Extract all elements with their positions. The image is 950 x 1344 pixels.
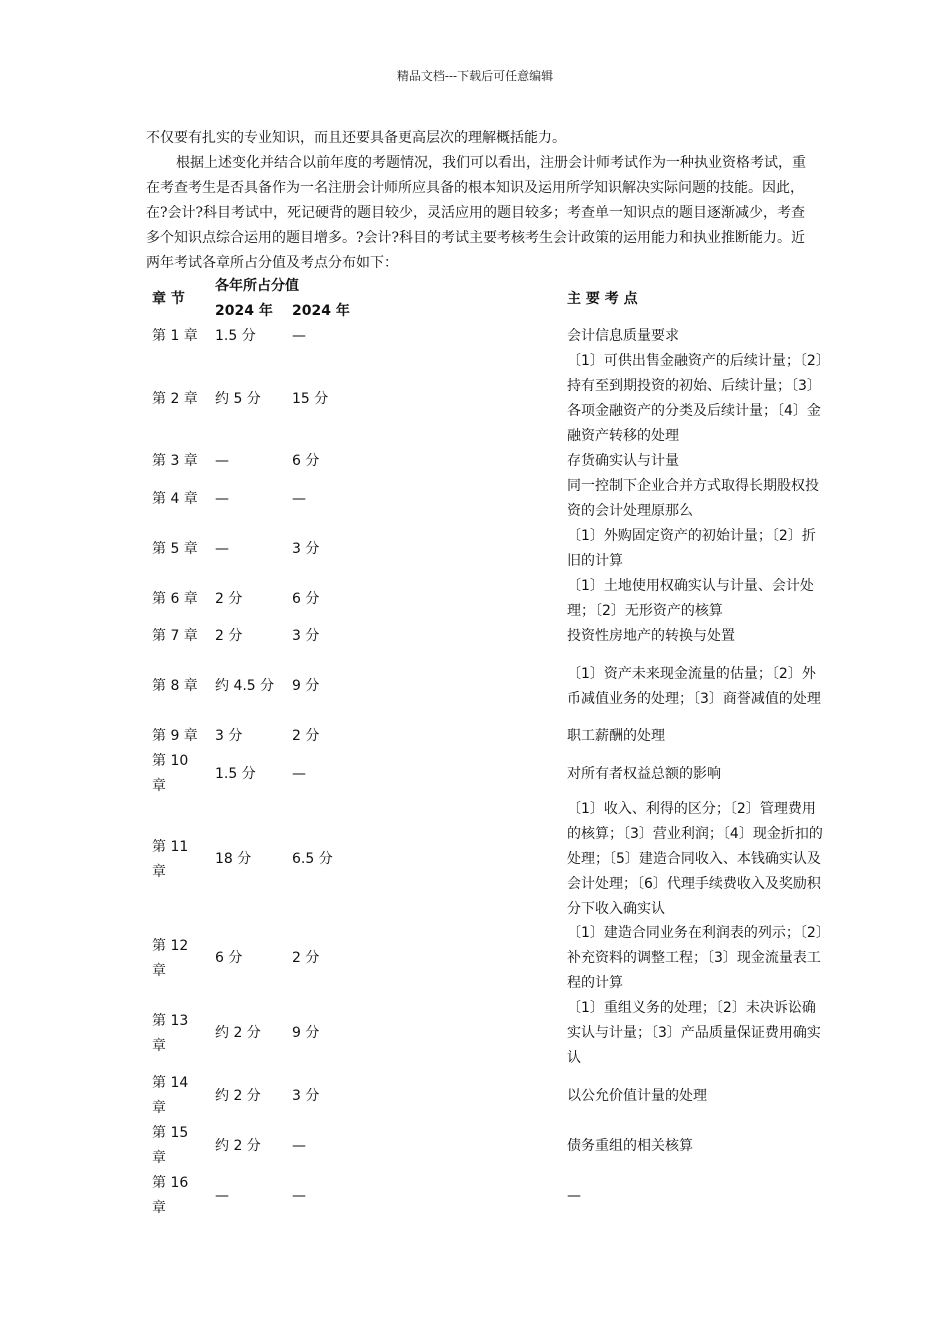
table-row [0,349,950,449]
score-year2-cell: 3 分 [292,540,320,557]
key-points-cell: 〔1〕收入、利得的区分；〔2〕管理费用的核算；〔3〕营业利润；〔4〕现金折扣的处理；〔5〕建造合同收入、本钱确实认及会计处理；〔6〕代理手续费收入及奖励积分下收入确实认 [567,801,823,917]
table-row [0,724,950,749]
chapter-cell: 第 13 章 [152,1012,189,1054]
score-year2-cell: 6 分 [292,590,320,607]
table-row [0,324,950,349]
paragraph-1: 不仅要有扎实的专业知识，而且还要具备更高层次的理解概括能力。 [146,130,566,146]
chapter-cell: 第 6 章 [152,590,198,607]
key-points-cell: 对所有者权益总额的影响 [567,765,721,782]
key-points-cell: 〔1〕建造合同业务在利润表的列示；〔2〕补充资料的调整工程；〔3〕现金流量表工程的计算 [567,925,823,991]
page-header: 精品文档---下载后可任意编辑 [396,69,554,83]
score-year2-cell: 9 分 [292,1025,320,1041]
score-year1-cell: 约 5 分 [215,390,261,407]
table-row [0,649,950,724]
key-points-cell: 同一控制下企业合并方式取得长期股权投资的会计处理原那么 [567,478,819,519]
key-points-cell: 〔1〕可供出售金融资产的后续计量；〔2〕持有至到期投资的初始、后续计量；〔3〕各项金融资产的分类及后续计量；〔4〕金融资产转移的处理 [567,353,823,444]
header-year-2: 2024 年 [292,303,350,319]
score-year2-cell: 2 分 [292,728,320,744]
score-year1-cell: 约 2 分 [215,1087,261,1104]
score-year1-cell: 3 分 [215,728,243,744]
chapter-cell: 第 7 章 [152,628,198,644]
score-year2-cell: 6 分 [292,453,320,469]
header-chapter: 章 节 [152,291,185,307]
score-year1-cell: 约 4.5 分 [215,678,275,694]
chapter-cell: 第 3 章 [152,453,198,469]
table-row [0,749,950,799]
score-year2-cell: 6.5 分 [292,851,333,867]
key-points-cell: — [567,1187,581,1204]
score-year2-cell: 3 分 [292,1087,320,1104]
key-points-cell: 会计信息质量要求 [567,328,679,344]
header-year-1: 2024 年 [215,303,273,319]
chapter-cell: 第 4 章 [152,490,198,507]
table-row [0,797,950,922]
key-points-cell: 〔1〕外购固定资产的初始计量；〔2〕折旧的计算 [567,528,816,569]
key-points-cell: 投资性房地产的转换与处置 [567,628,735,644]
score-year2-cell: — [292,765,306,782]
chapter-cell: 第 9 章 [152,728,198,744]
table-row [0,996,950,1071]
key-points-cell: 职工薪酬的处理 [567,728,665,744]
score-year2-cell: 2 分 [292,950,320,966]
score-year2-cell: 15 分 [292,390,329,407]
chapter-cell: 第 16 章 [152,1175,189,1216]
header-score-group: 各年所占分值 [215,278,299,294]
score-year1-cell: 约 2 分 [215,1025,261,1041]
score-year1-cell: 18 分 [215,851,252,867]
table-row [0,921,950,996]
table-row [0,449,950,474]
key-points-cell: 债务重组的相关核算 [567,1137,693,1154]
header-key-points: 主 要 考 点 [567,291,638,307]
chapter-cell: 第 14 章 [152,1075,189,1116]
score-year2-cell: — [292,1137,306,1154]
table-row [0,574,950,624]
score-year1-cell: 1.5 分 [215,765,256,782]
table-row [0,624,950,649]
table-row [0,1071,950,1121]
score-year2-cell: 9 分 [292,678,320,694]
score-year2-cell: 3 分 [292,628,320,644]
table-row [0,1171,950,1221]
table-row [0,524,950,574]
score-year1-cell: 6 分 [215,950,243,966]
score-year1-cell: — [215,1187,229,1204]
score-year1-cell: — [215,453,229,469]
score-year1-cell: 2 分 [215,590,243,607]
chapter-cell: 第 10 章 [152,753,189,794]
chapter-cell: 第 8 章 [152,678,198,694]
score-year1-cell: — [215,540,229,557]
key-points-cell: 〔1〕重组义务的处理；〔2〕未决诉讼确实认与计量；〔3〕产品质量保证费用确实认 [567,1000,821,1066]
chapter-cell: 第 2 章 [152,390,198,407]
score-year1-cell: 约 2 分 [215,1137,261,1154]
chapter-cell: 第 5 章 [152,540,198,557]
key-points-cell: 〔1〕资产未来现金流量的估量；〔2〕外币减值业务的处理；〔3〕商誉减值的处理 [567,665,821,707]
chapter-cell: 第 1 章 [152,328,198,344]
paragraph-2: 根据上述变化并结合以前年度的考题情况，我们可以看出，注册会计师考试作为一种执业资格考试，重在考查考生是否具备作为一名注册会计师所应具备的根本知识及运用所学知识解决实际问题的技能。因此，在?会计?科目考试中，死记硬背的题目较少，灵活应用的题目较多；考查单一知识点的题目逐渐减少，考查多个知识点综合运用的题目增多。?会计?科目的考试主要考核考生会计政策的运用能力和执业推断能力。近两年考试各章所占分值及考点分布如下： [146,155,806,271]
table-row [0,474,950,524]
key-points-cell: 存货确实认与计量 [567,453,679,469]
score-year2-cell: — [292,490,306,507]
key-points-cell: 〔1〕土地使用权确实认与计量、会计处理；〔2〕无形资产的核算 [567,578,814,619]
score-year2-cell: — [292,328,306,344]
chapter-cell: 第 12 章 [152,937,189,979]
key-points-cell: 以公允价值计量的处理 [567,1087,707,1104]
score-year1-cell: 1.5 分 [215,328,256,344]
table-row [0,1121,950,1171]
score-year1-cell: — [215,490,229,507]
chapter-cell: 第 11 章 [152,838,189,880]
score-year1-cell: 2 分 [215,628,243,644]
chapter-cell: 第 15 章 [152,1125,189,1166]
score-year2-cell: — [292,1187,306,1204]
